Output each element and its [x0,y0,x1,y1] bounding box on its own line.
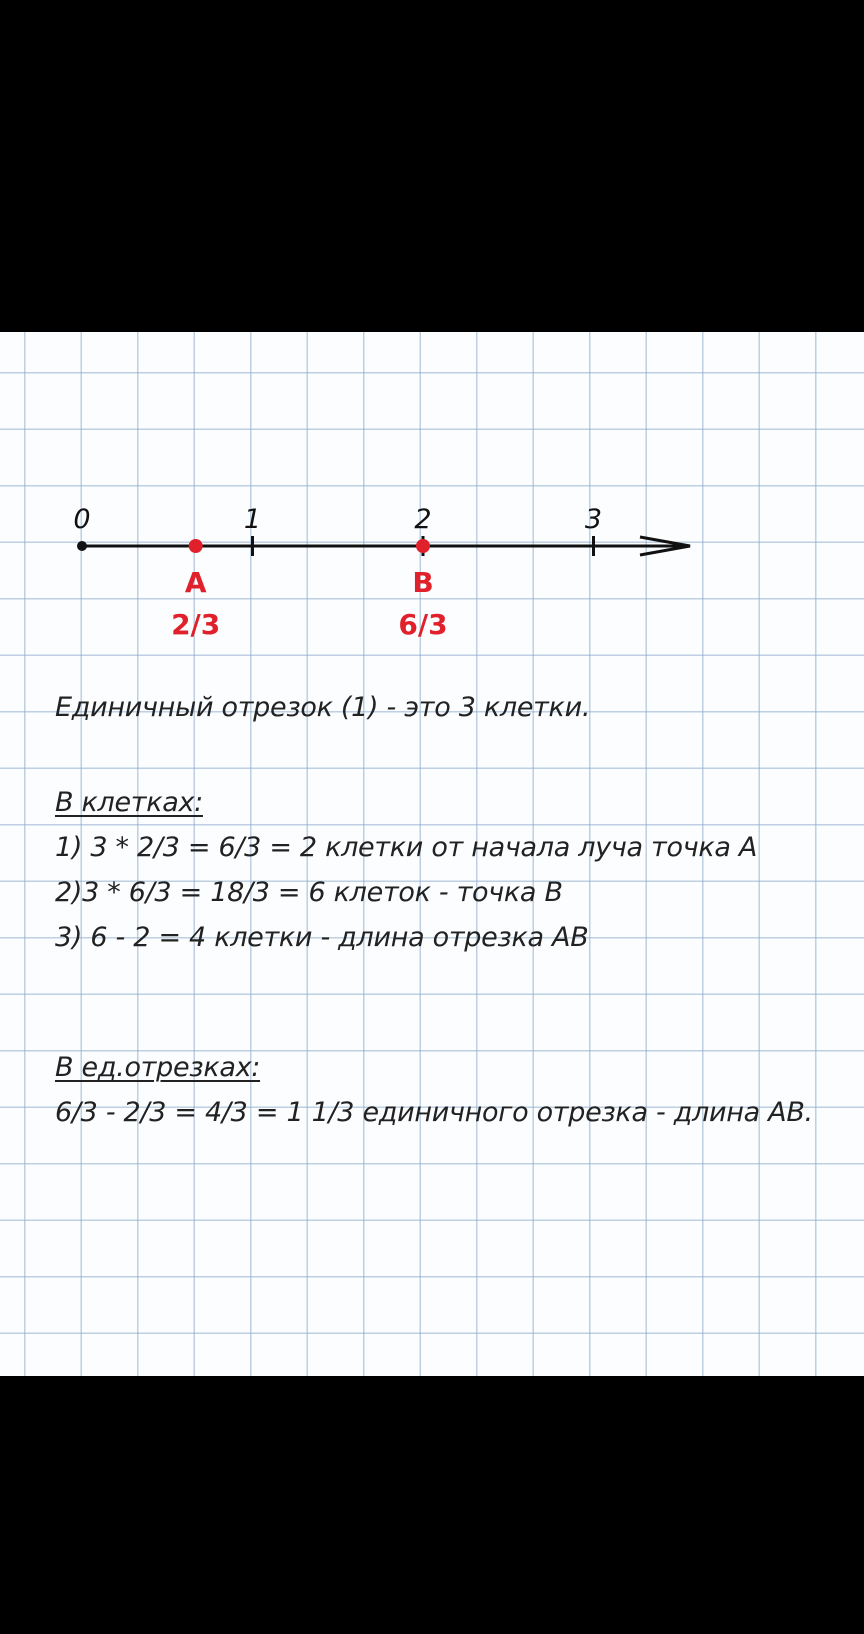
tick-label-1: 1 [243,504,262,535]
unit-statement: Единичный отрезок (1) - это 3 клетки. [55,692,591,723]
cells-heading: В клетках: [55,787,203,818]
point-B [416,539,430,553]
tick-label-0: 0 [73,504,91,535]
point-label-B: B [412,566,434,599]
tick-label-2: 2 [414,504,432,535]
cells-step-2: 2)3 * 6/3 = 18/3 = 6 клеток - точка В [55,877,563,908]
origin-point [77,541,87,551]
cells-step-3: 3) 6 - 2 = 4 клетки - длина отрезка АВ [55,922,589,953]
grid-paper [0,332,864,1376]
point-A [189,539,203,553]
point-label-A: A [184,566,207,599]
units-heading: В ед.отрезках: [55,1052,261,1083]
point-value-B: 6/3 [398,608,448,641]
units-step: 6/3 - 2/3 = 4/3 = 1 1/3 единичного отрезка - длина АВ. [55,1097,813,1128]
point-value-A: 2/3 [171,608,221,641]
tick-label-3: 3 [584,504,603,535]
cells-step-1: 1) 3 * 2/3 = 6/3 = 2 клетки от начала луча точка А [55,832,758,863]
